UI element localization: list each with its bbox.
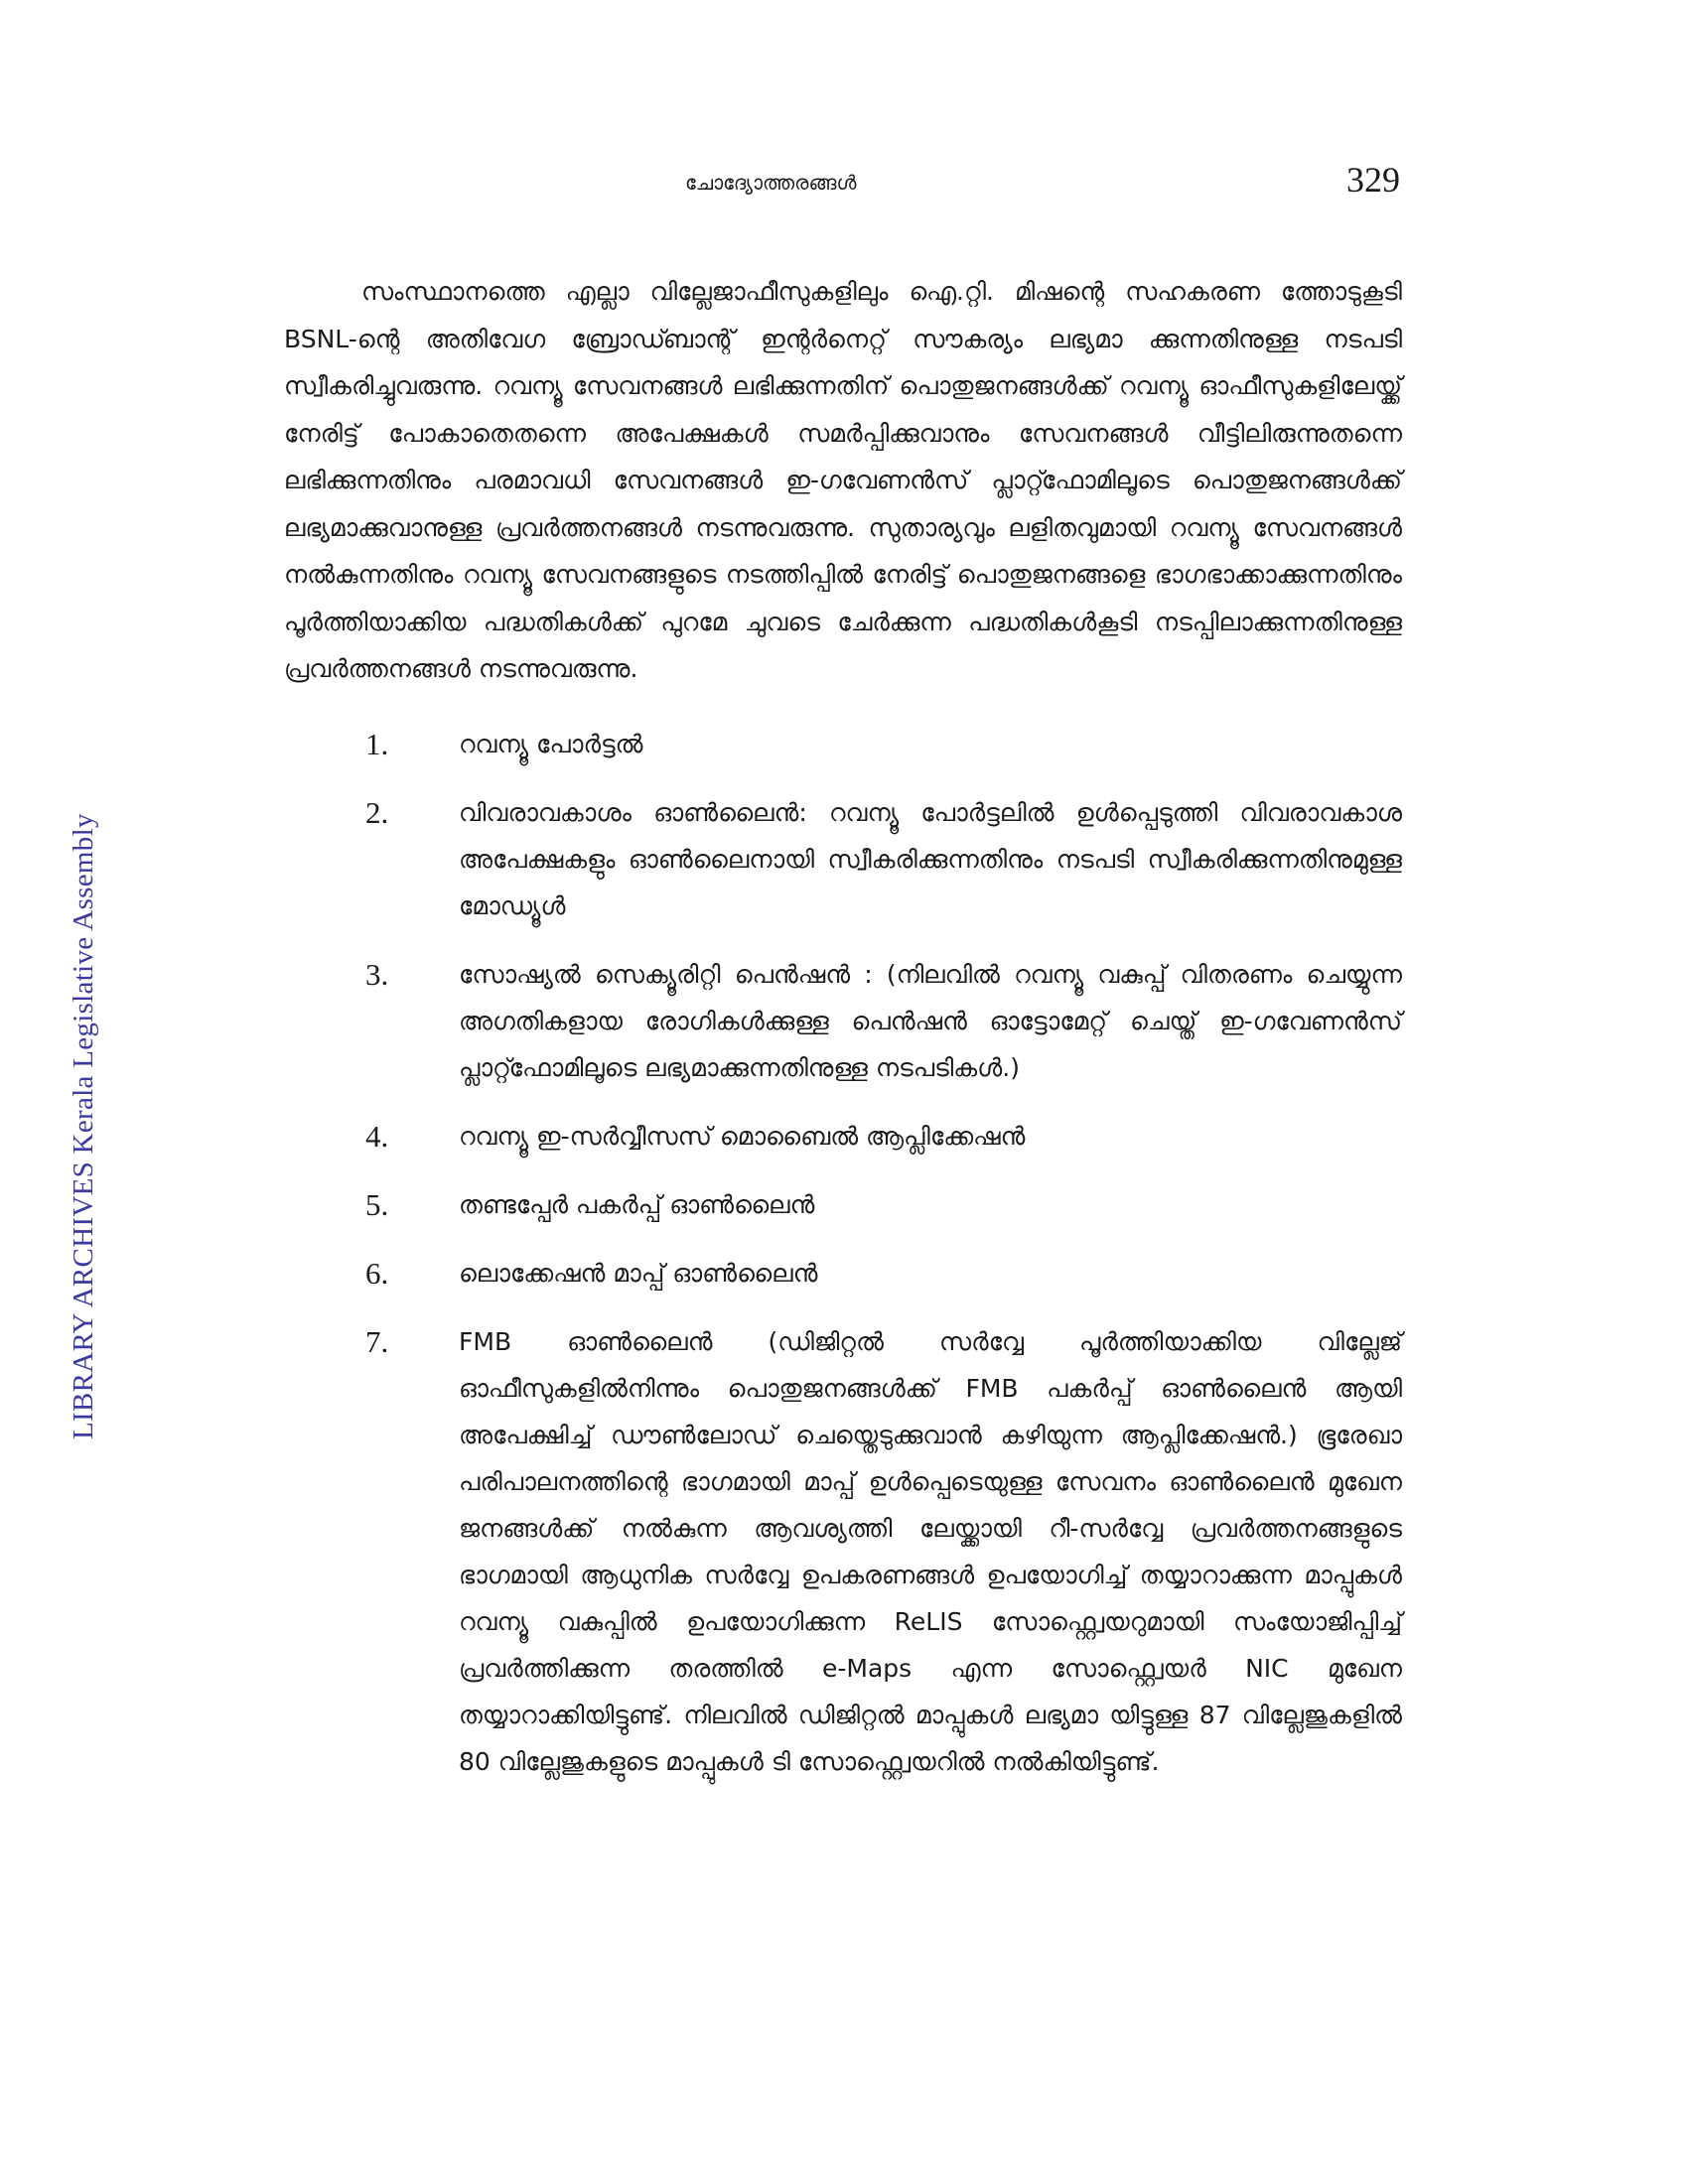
item-number: 4. — [365, 1118, 389, 1154]
list-item — [284, 1318, 1402, 1785]
list-item — [284, 789, 1402, 929]
item-text: FMB ഓൺലൈൻ (ഡിജിറ്റൽ സർവ്വേ പൂർത്തിയാക്കിയ വില്ലേജ് ഓഫീസുകളിൽനിന്നും പൊതുജനങ്ങൾക്ക് FMB പകർപ്പ് ഓൺലൈൻ ആയി അപേക്ഷിച്ച് ഡൗൺലോഡ് ചെയ്തെടുക്കുവാൻ കഴിയുന്ന ആപ്ലിക്കേഷൻ.) ഭൂരേഖാ പരിപാലനത്തിന്റെ ഭാഗമായി മാപ്പ് ഉൾപ്പെടെയുള്ള സേവനം ഓൺലൈൻ മുഖേന ജനങ്ങൾക്ക് നൽകുന്ന ആവശ്യത്തി ലേയ്ക്കായി റീ-സർവ്വേ പ്രവർത്തനങ്ങളുടെ ഭാഗമായി ആധുനിക സർവ്വേ ഉപകരണങ്ങൾ ഉപയോഗിച്ച് തയ്യാറാക്കുന്ന മാപ്പുകൾ റവന്യൂ വകുപ്പിൽ ഉപയോഗിക്കുന്ന ReLIS സോഫ്റ്റ്വെയറുമായി സംയോജിപ്പിച്ച് പ്രവർത്തിക്കുന്ന തരത്തിൽ e-Maps എന്ന സോഫ്റ്റ്വെയർ NIC മുഖേന തയ്യാറാക്കിയിട്ടുണ്ട്. നിലവിൽ ഡിജിറ്റൽ മാപ്പുകൾ ലഭ്യമാ യിട്ടുള്ള 87 വില്ലേജുകളിൽ 80 വില്ലേജുകളുടെ മാപ്പുകൾ ടി സോഫ്റ്റ്വെയറിൽ നൽകിയിട്ടുണ്ട്. — [459, 1326, 1402, 1776]
item-number: 1. — [365, 726, 389, 761]
list-item — [284, 721, 1402, 767]
running-head: ചോദ്യോത്തരങ്ങൾ — [685, 171, 857, 195]
item-text: ലൊക്കേഷൻ മാപ്പ് ഓൺലൈൻ — [459, 1258, 818, 1288]
numbered-list — [284, 721, 1402, 1785]
list-item — [284, 1181, 1402, 1228]
intro-paragraph: സംസ്ഥാനത്തെ എല്ലാ വില്ലേജാഫീസുകളിലും ഐ.റ്റി. മിഷന്റെ സഹകരണ ത്തോടുകൂടി BSNL-ന്റെ അതിവേഗ ബ്രോഡ്ബാന്റ് ഇന്റർനെറ്റ് സൗകര്യം ലഭ്യമാ ക്കുന്നതിനുള്ള നടപടി സ്വീകരിച്ചുവരുന്നു. റവന്യൂ സേവനങ്ങൾ ലഭിക്കുന്നതിന് പൊതുജനങ്ങൾക്ക് റവന്യൂ ഓഫീസുകളിലേയ്ക്ക് നേരിട്ട് പോകാതെതന്നെ അപേക്ഷകൾ സമർപ്പിക്കുവാനും സേവനങ്ങൾ വീട്ടിലിരുന്നുതന്നെ ലഭിക്കുന്നതിനും പരമാവധി സേവനങ്ങൾ ഇ-ഗവേണൻസ് പ്ലാറ്റ്ഫോമിലൂടെ പൊതുജനങ്ങൾക്ക് ലഭ്യമാക്കുവാനുള്ള പ്രവർത്തനങ്ങൾ നടന്നുവരുന്നു. സുതാര്യവും ലളിതവുമായി റവന്യൂ സേവനങ്ങൾ നൽകുന്നതിനും റവന്യൂ സേവനങ്ങളുടെ നടത്തിപ്പിൽ നേരിട്ട് പൊതുജനങ്ങളെ ഭാഗഭാക്കാക്കുന്നതിനും പൂർത്തിയാക്കിയ പദ്ധതികൾക്ക് പുറമേ ചുവടെ ചേർക്കുന്ന പദ്ധതികൾകൂടി നടപ്പിലാക്കുന്നതിനുള്ള പ്രവർത്തനങ്ങൾ നടന്നുവരുന്നു. — [284, 277, 1402, 683]
item-number: 3. — [365, 956, 389, 992]
list-item — [284, 1250, 1402, 1297]
archive-watermark: LIBRARY ARCHIVES Kerala Legislative Assembly — [68, 813, 99, 1439]
list-item — [284, 1113, 1402, 1160]
page-body — [284, 268, 1402, 1807]
item-text: വിവരാവകാശം ഓൺലൈൻ: റവന്യൂ പോർട്ടലിൽ ഉൾപ്പെടുത്തി വിവരാവകാശ അപേക്ഷകളും ഓൺലൈനായി സ്വീകരിക്കുന്നതിനും നടപടി സ്വീകരിക്കുന്നതിനുമുള്ള മോഡ്യൂൾ — [459, 797, 1402, 920]
list-item — [284, 951, 1402, 1091]
item-number: 6. — [365, 1255, 389, 1291]
page-number: 329 — [1346, 160, 1400, 200]
item-number: 7. — [365, 1323, 389, 1359]
item-number: 5. — [365, 1186, 389, 1222]
item-text: റവന്യൂ ഇ-സർവ്വീസസ് മൊബൈൽ ആപ്ലിക്കേഷൻ — [459, 1121, 1026, 1151]
item-number: 2. — [365, 794, 389, 830]
item-text: സോഷ്യൽ സെക്യൂരിറ്റി പെൻഷൻ : (നിലവിൽ റവന്യൂ വകുപ്പ് വിതരണം ചെയ്യുന്ന അഗതികളായ രോഗികൾക്കുള്ള പെൻഷൻ ഓട്ടോമേറ്റ് ചെയ്ത് ഇ-ഗവേണൻസ് പ്ലാറ്റ്ഫോമിലൂടെ ലഭ്യമാക്കുന്നതിനുള്ള നടപടികൾ.) — [459, 959, 1402, 1082]
item-text: തണ്ടപ്പേർ പകർപ്പ് ഓൺലൈൻ — [459, 1189, 815, 1219]
item-text: റവന്യൂ പോർട്ടൽ — [459, 729, 643, 758]
